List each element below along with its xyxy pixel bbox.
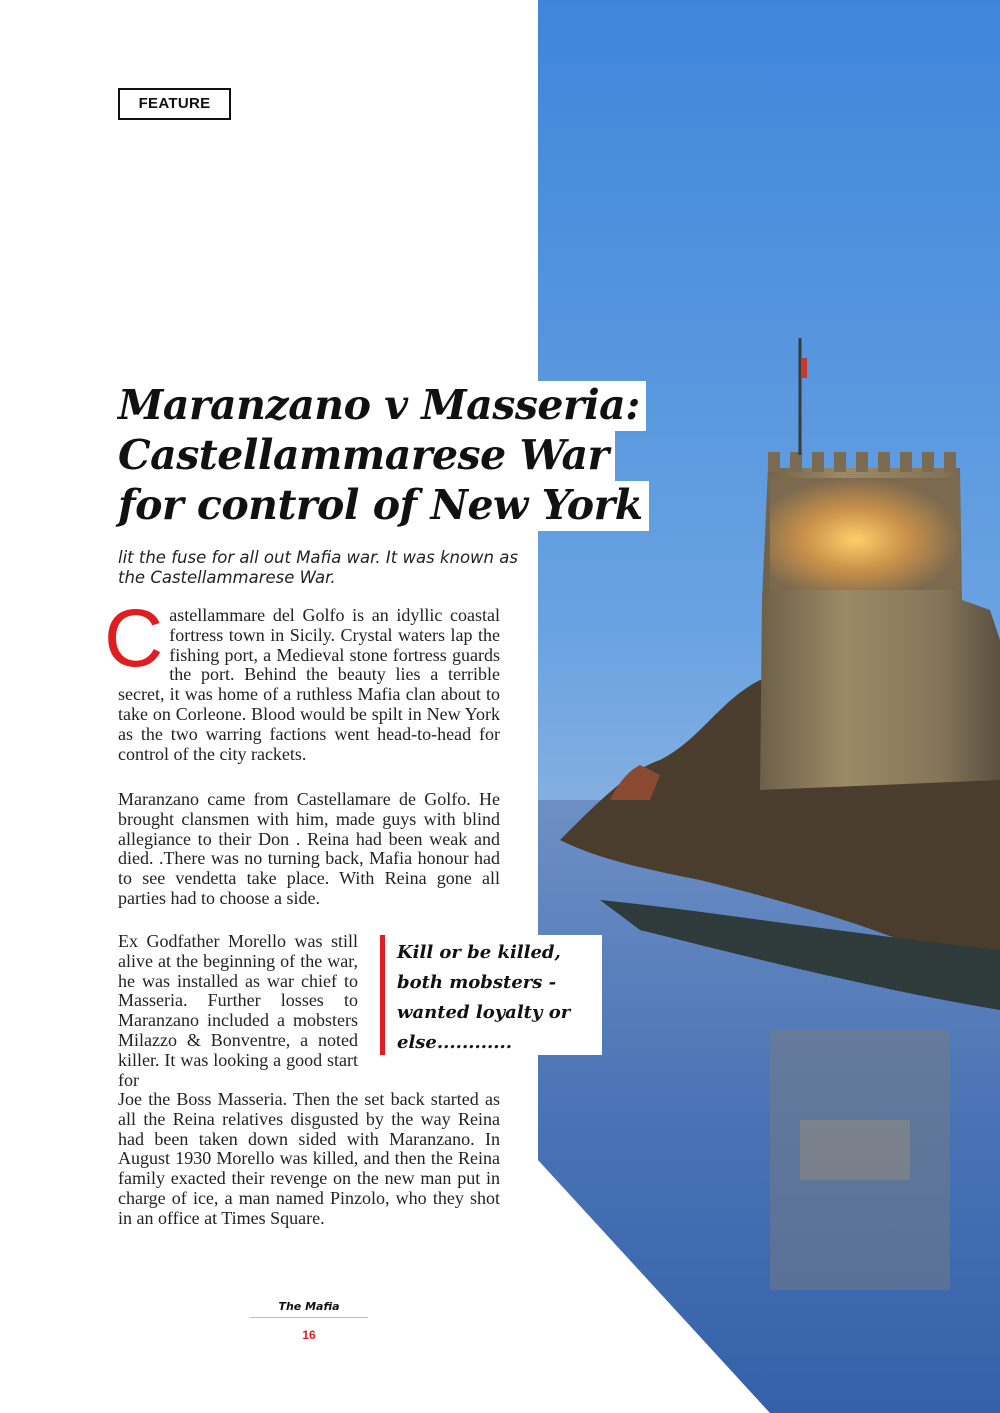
article-paragraph-2: Maranzano came from Castellamare de Golfo. He brought clansmen with him, made guys with blind allegiance to their Don . Reina had been weak and died. .There was no turning back, Mafia honour had to see vendetta take place. With Reina gone all parties had to choose a side.	[118, 789, 500, 908]
headline-line-3: for control of New York	[118, 481, 649, 531]
pull-quote-line-3: wanted loyalty or	[397, 1002, 571, 1023]
pull-quote-line-1: Kill or be killed,	[397, 942, 561, 963]
pull-quote-line-2: both mobsters -	[397, 972, 557, 993]
footer-publication: The Mafia	[278, 1300, 340, 1313]
drop-cap: C	[104, 593, 164, 684]
pull-quote	[380, 935, 602, 1055]
pull-quote-line-4: else............	[397, 1032, 513, 1053]
article-paragraph-1	[104, 593, 500, 764]
article-paragraph-3: Ex Godfather Morello was still alive at the beginning of the war, he was installed as war chief to Masseria. Further losses to Maranzano included a mobsters Milazzo & Bonventre, a noted killer. It was looking a good start for	[118, 931, 358, 1090]
section-tag: FEATURE	[118, 88, 231, 120]
standfirst: lit the fuse for all out Mafia war. It was known as the Castellammarese War.	[118, 548, 518, 587]
headline-line-1: Maranzano v Masseria:	[118, 381, 646, 431]
headline	[118, 380, 738, 530]
footer-divider	[250, 1317, 368, 1318]
article-paragraph-4: Joe the Boss Masseria. Then the set back started as all the Reina relatives disgusted by the way Reina had been taken down sided with Maranzano. In August 1930 Morello was killed, and then the Reina family exacted their revenge on the new man put in charge of ice, a man named Pinzolo, who they shot in an office at Times Square.	[118, 1089, 500, 1228]
page-number: 16	[302, 1328, 316, 1342]
headline-line-2: Castellammarese War	[118, 431, 615, 481]
paragraph-1-text: astellammare del Golfo is an idyllic coastal fortress town in Sicily. Crystal waters lap the fishing port, a Medieval stone fortress guards the port. Behind the beauty lies a terrible secret, it was home of a ruthless Mafia clan about to take on Corleone. Blood would be spilt in New York as the two warring factions went head-to-head for control of the city rackets.	[118, 605, 500, 764]
